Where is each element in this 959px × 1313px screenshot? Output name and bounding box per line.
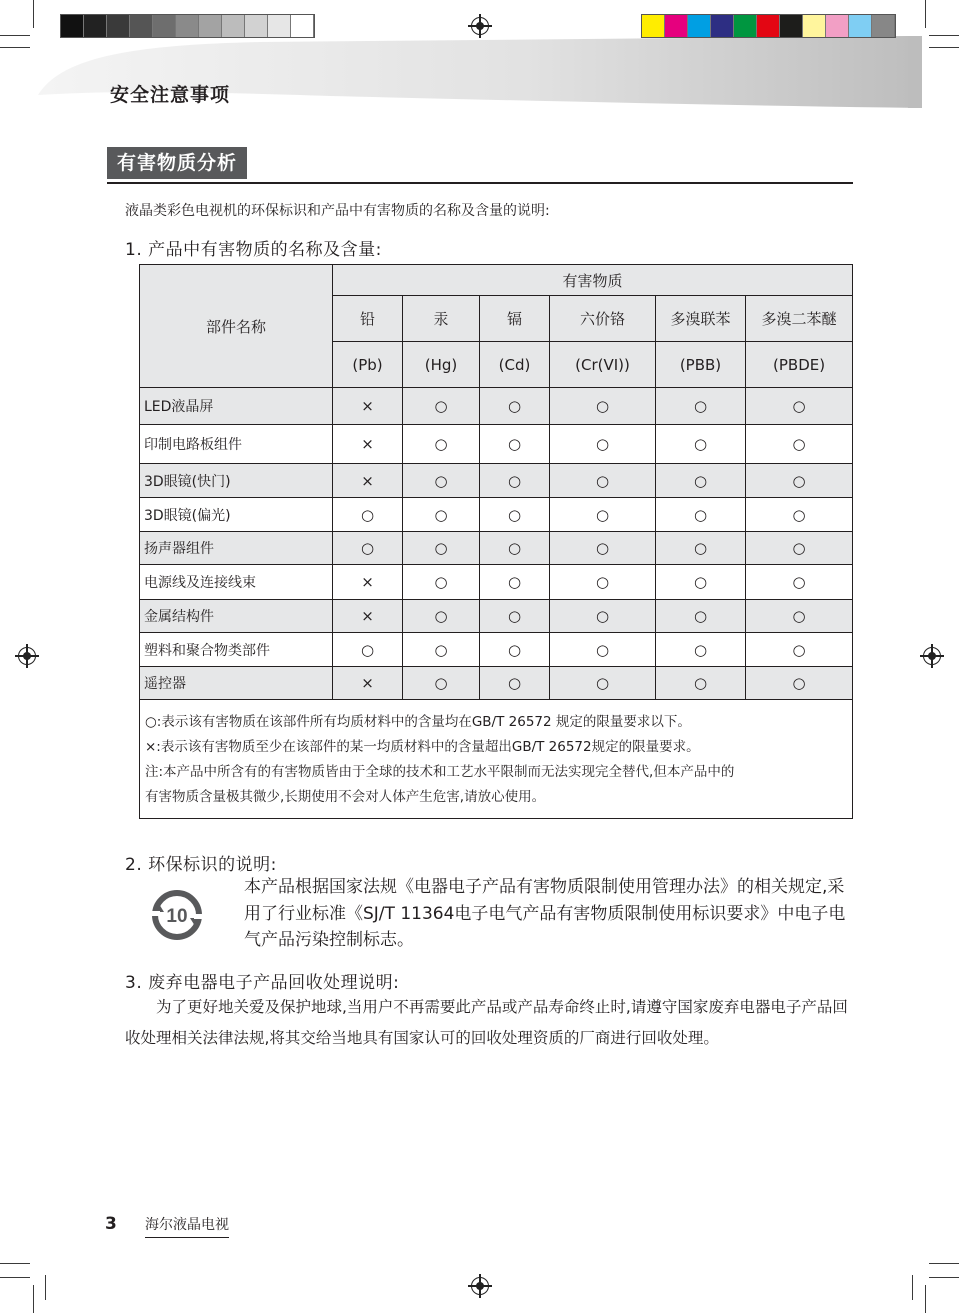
crop-mark — [33, 0, 34, 28]
component-name-cell: 金属结构件 — [140, 600, 333, 633]
substance-mark-cell: ○ — [656, 633, 746, 667]
substance-mark-cell: ○ — [746, 464, 853, 498]
crop-mark — [0, 1277, 30, 1278]
gray-swatch — [107, 15, 130, 37]
component-name-cell: 遥控器 — [140, 667, 333, 700]
substance-mark-cell: ○ — [403, 464, 480, 498]
table-note-line: ○:表示该有害物质在该部件所有均质材料中的含量均在GB/T 26572 规定的限量要求以下。 — [145, 714, 691, 730]
color-swatch — [688, 15, 711, 37]
table-row — [140, 498, 853, 532]
efup-10-recycle-icon — [150, 890, 204, 940]
table-row — [140, 667, 853, 700]
registration-mark-icon — [471, 1277, 489, 1295]
substance-name-header: 多溴二苯醚 — [746, 296, 853, 342]
substance-mark-cell: × — [333, 425, 403, 464]
substance-mark-cell: ○ — [550, 388, 656, 425]
footer-brand: 海尔液晶电视 — [145, 1214, 229, 1238]
substance-mark-cell: ○ — [550, 565, 656, 600]
part1-heading: 1. 产品中有害物质的名称及含量: — [125, 240, 382, 260]
registration-mark-icon — [923, 647, 941, 665]
table-row — [140, 565, 853, 600]
table-note-line: 有害物质含量极其微少,长期使用不会对人体产生危害,请放心使用。 — [145, 789, 546, 805]
substance-mark-cell: ○ — [403, 425, 480, 464]
substance-mark-cell: ○ — [480, 633, 550, 667]
substance-mark-cell: ○ — [480, 498, 550, 532]
crop-mark — [929, 1263, 959, 1264]
part2-text: 本产品根据国家法规《电器电子产品有害物质限制使用管理办法》的相关规定,采用了行业标准《SJ/T 11364电子电气产品有害物质限制使用标识要求》中电子电气产品污染控制标志。 — [244, 877, 846, 950]
substance-mark-cell: ○ — [746, 532, 853, 565]
registration-mark-icon — [471, 17, 489, 35]
component-name-cell: LED液晶屏 — [140, 388, 333, 425]
color-swatch — [757, 15, 780, 37]
substance-mark-cell: ○ — [403, 600, 480, 633]
substance-mark-cell: ○ — [746, 565, 853, 600]
substance-symbol-header: (Pb) — [333, 342, 403, 388]
table-notes — [140, 700, 853, 819]
gray-swatch — [291, 15, 314, 37]
gray-swatch — [199, 15, 222, 37]
substance-symbol-header: (Cd) — [480, 342, 550, 388]
intro-text: 液晶类彩色电视机的环保标识和产品中有害物质的名称及含量的说明: — [125, 203, 550, 219]
crop-mark — [0, 35, 30, 36]
substance-mark-cell: ○ — [480, 565, 550, 600]
page-number: 3 — [105, 1214, 117, 1234]
substance-mark-cell: ○ — [550, 498, 656, 532]
component-name-cell: 扬声器组件 — [140, 532, 333, 565]
substance-name-header: 镉 — [480, 296, 550, 342]
part3-heading: 3. 废弃电器电子产品回收处理说明: — [125, 973, 400, 993]
section-divider — [107, 182, 853, 184]
substance-mark-cell: ○ — [746, 600, 853, 633]
crop-mark — [929, 47, 959, 48]
substance-mark-cell: × — [333, 464, 403, 498]
substance-mark-cell: ○ — [550, 600, 656, 633]
crop-mark — [0, 47, 30, 48]
substance-mark-cell: ○ — [550, 633, 656, 667]
table-row — [140, 633, 853, 667]
substance-mark-cell: ○ — [403, 532, 480, 565]
section-title: 有害物质分析 — [107, 147, 247, 179]
crop-mark — [925, 0, 926, 28]
substance-name-header: 多溴联苯 — [656, 296, 746, 342]
crop-mark — [925, 1285, 926, 1313]
substance-mark-cell: ○ — [333, 532, 403, 565]
table-row — [140, 464, 853, 498]
color-swatch — [711, 15, 734, 37]
gray-swatch — [61, 15, 84, 37]
color-swatch — [734, 15, 757, 37]
substance-mark-cell: ○ — [403, 667, 480, 700]
crop-mark — [33, 1285, 34, 1313]
crop-mark — [45, 1275, 46, 1300]
color-swatch — [826, 15, 849, 37]
substance-mark-cell: ○ — [550, 532, 656, 565]
substance-mark-cell: ○ — [656, 667, 746, 700]
substance-mark-cell: ○ — [656, 498, 746, 532]
substance-mark-cell: × — [333, 600, 403, 633]
color-calibration-bar — [641, 14, 896, 38]
substance-mark-cell: × — [333, 565, 403, 600]
part2-heading: 2. 环保标识的说明: — [125, 855, 277, 875]
substance-mark-cell: ○ — [656, 600, 746, 633]
substance-name-header: 汞 — [403, 296, 480, 342]
substance-mark-cell: ○ — [480, 667, 550, 700]
hazardous-substance-table — [139, 264, 853, 819]
substance-mark-cell: ○ — [403, 388, 480, 425]
substance-mark-cell: ○ — [656, 565, 746, 600]
gray-swatch — [268, 15, 291, 37]
substance-mark-cell: ○ — [746, 667, 853, 700]
gray-swatch — [222, 15, 245, 37]
substance-mark-cell: × — [333, 388, 403, 425]
substance-mark-cell: ○ — [656, 425, 746, 464]
substance-name-header: 铅 — [333, 296, 403, 342]
substance-mark-cell: ○ — [403, 633, 480, 667]
table-note-line: ×:表示该有害物质至少在该部件的某一均质材料中的含量超出GB/T 26572规定的限量要求。 — [145, 739, 700, 755]
hazardous-substance-header: 有害物质 — [333, 265, 853, 296]
substance-mark-cell: ○ — [550, 425, 656, 464]
substance-mark-cell: ○ — [656, 388, 746, 425]
table-row — [140, 600, 853, 633]
substance-symbol-header: (Cr(VI)) — [550, 342, 656, 388]
substance-mark-cell: ○ — [656, 532, 746, 565]
component-name-cell: 印制电路板组件 — [140, 425, 333, 464]
substance-mark-cell: ○ — [746, 498, 853, 532]
substance-symbol-header: (PBB) — [656, 342, 746, 388]
color-swatch — [803, 15, 826, 37]
gray-swatch — [176, 15, 199, 37]
gray-swatch — [153, 15, 176, 37]
substance-symbol-header: (PBDE) — [746, 342, 853, 388]
logo-number: 10 — [166, 906, 188, 927]
table-row — [140, 532, 853, 565]
substance-mark-cell: × — [333, 667, 403, 700]
color-swatch — [665, 15, 688, 37]
crop-mark — [929, 1277, 959, 1278]
table-row — [140, 425, 853, 464]
table-note-line: 注:本产品中所含有的有害物质皆由于全球的技术和工艺水平限制而无法实现完全替代,但本产品中的 — [145, 764, 735, 780]
substance-mark-cell: ○ — [333, 633, 403, 667]
gray-swatch — [84, 15, 107, 37]
substance-mark-cell: ○ — [746, 425, 853, 464]
substance-mark-cell: ○ — [480, 600, 550, 633]
substance-mark-cell: ○ — [480, 425, 550, 464]
color-swatch — [642, 15, 665, 37]
gray-swatch — [130, 15, 153, 37]
crop-mark — [912, 1275, 913, 1300]
page-header-title: 安全注意事项 — [110, 84, 231, 106]
component-name-header: 部件名称 — [140, 265, 333, 388]
substance-mark-cell: ○ — [333, 498, 403, 532]
grayscale-calibration-bar — [60, 14, 315, 38]
substance-mark-cell: ○ — [550, 667, 656, 700]
component-name-cell: 塑料和聚合物类部件 — [140, 633, 333, 667]
substance-name-header: 六价铬 — [550, 296, 656, 342]
crop-mark — [0, 1263, 30, 1264]
part3-text: 为了更好地关爱及保护地球,当用户不再需要此产品或产品寿命终止时,请遵守国家废弃电器电子产品回收处理相关法律法规,将其交给当地具有国家认可的回收处理资质的厂商进行回收处理。 — [125, 998, 848, 1047]
component-name-cell: 3D眼镜(偏光) — [140, 498, 333, 532]
substance-symbol-header: (Hg) — [403, 342, 480, 388]
substance-mark-cell: ○ — [550, 464, 656, 498]
color-swatch — [849, 15, 872, 37]
substance-mark-cell: ○ — [480, 464, 550, 498]
substance-mark-cell: ○ — [403, 565, 480, 600]
component-name-cell: 电源线及连接线束 — [140, 565, 333, 600]
substance-mark-cell: ○ — [746, 633, 853, 667]
substance-mark-cell: ○ — [480, 532, 550, 565]
substance-mark-cell: ○ — [746, 388, 853, 425]
color-swatch — [872, 15, 895, 37]
crop-mark — [929, 35, 959, 36]
component-name-cell: 3D眼镜(快门) — [140, 464, 333, 498]
substance-mark-cell: ○ — [480, 388, 550, 425]
color-swatch — [780, 15, 803, 37]
registration-mark-icon — [18, 647, 36, 665]
substance-mark-cell: ○ — [403, 498, 480, 532]
gray-swatch — [245, 15, 268, 37]
substance-mark-cell: ○ — [656, 464, 746, 498]
table-row — [140, 388, 853, 425]
